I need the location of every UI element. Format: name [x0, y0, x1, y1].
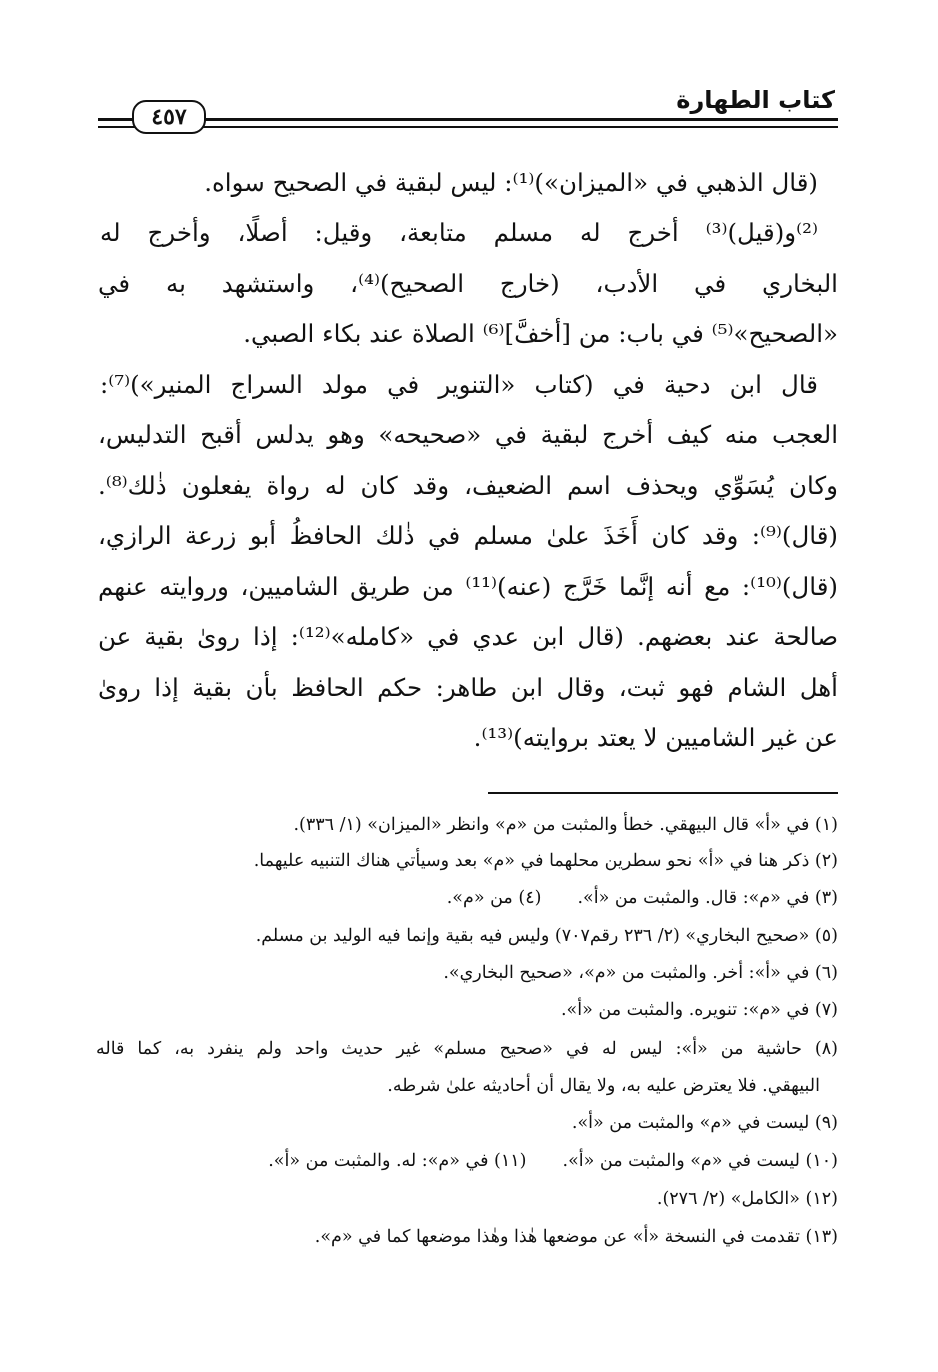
footnote-2: (٢) ذكر هنا في «أ» نحو سطرين محلهما في «م» بعد وسيأتي هناك التنبيه عليهما.	[253, 851, 838, 871]
body-line-12: عن غير الشاميين لا يعتد بروايته)⁽¹³⁾.	[473, 723, 838, 752]
footnote-12: (١٢) «الكامل» (٢/ ٢٧٦).	[656, 1189, 838, 1209]
body-line-1: (قال الذهبي في «الميزان»)⁽¹⁾: ليس لبقية في الصحيح سواه.	[204, 168, 818, 197]
footnote-8-line-2: البيهقي. فلا يعترض عليه به، ولا يقال أن أحاديثه علىٰ شرطه.	[387, 1076, 820, 1096]
running-header-title: كتاب الطهارة	[676, 86, 835, 114]
footnote-11: (١١) في «م»: له. والمثبت من «أ».	[268, 1151, 527, 1171]
body-line-8: (قال)⁽⁹⁾: وقد كان أَخَذَ علىٰ مسلم في ذٰلك الحافظُ أبو زرعة الرازي،	[98, 521, 838, 550]
footnote-13: (١٣) تقدمت في النسخة «أ» عن موضعها هٰذا وهٰذا موضعها كما في «م».	[314, 1227, 838, 1247]
footnote-separator	[488, 792, 838, 794]
footnote-6: (٦) في «أ»: أخر. والمثبت من «م»، «صحيح البخاري».	[443, 963, 838, 983]
footnote-row-10-11	[96, 1144, 838, 1178]
footnote-row-3-4	[96, 881, 838, 915]
body-line-7: وكان يُسَوِّي ويحذف اسم الضعيف، وقد كان له رواة يفعلون ذٰلك⁽⁸⁾.	[98, 471, 838, 500]
body-line-4: «الصحيح»⁽⁵⁾ في باب: من [أخفَّ]⁽⁶⁾ الصلاة عند بكاء الصبي.	[243, 319, 838, 348]
body-line-11: أهل الشام فهو ثبت، وقال ابن طاهر: حكم الحافظ بأن بقية إذا روىٰ	[98, 673, 838, 702]
footnote-3: (٣) في «م»: قال. والمثبت من «أ».	[577, 888, 838, 908]
footnote-9: (٩) ليست في «م» والمثبت من «أ».	[571, 1113, 838, 1133]
footnote-1: (١) في «أ» قال البيهقي. خطأ والمثبت من «م» وانظر «الميزان» (١/ ٣٣٦).	[293, 815, 838, 835]
footnote-8-line-1: (٨) حاشية من «أ»: ليس له في «صحيح مسلم» غير حديث واحد ولم ينفرد به، كما قاله	[96, 1039, 838, 1059]
header-rule-top	[98, 118, 838, 121]
body-line-3: البخاري في الأدب، (خارج الصحيح)⁽⁴⁾، واستشهد به في	[98, 269, 838, 298]
body-line-5: قال ابن دحية في (كتاب «التنوير في مولد السراج المنير»)⁽⁷⁾:	[100, 370, 818, 399]
body-line-10: صالحة عند بعضهم. (قال ابن عدي في «كامله»⁽¹²⁾: إذا روىٰ بقية عن	[98, 622, 839, 651]
body-line-6: العجب منه كيف أخرج لبقية في «صحيحه» وهو يدلس أقبح التدليس،	[98, 420, 838, 449]
footnote-4: (٤) من «م».	[446, 888, 542, 908]
footnote-7: (٧) في «م»: تنويره. والمثبت من «أ».	[560, 1000, 838, 1020]
footnote-5: (٥) «صحيح البخاري» (٢/ ٢٣٦ رقم٧٠٧) وليس فيه بقية وإنما فيه الوليد بن مسلم.	[255, 926, 838, 946]
body-line-9: (قال)⁽¹⁰⁾: مع أنه إنَّما خَرَّج (عنه)⁽¹¹⁾ من طريق الشاميين، وروايته عنهم	[98, 572, 838, 601]
footnote-10: (١٠) ليست في «م» والمثبت من «أ».	[562, 1151, 838, 1171]
page-number: ٤٥٧	[132, 100, 206, 134]
body-line-2: ⁽²⁾و(قيل)⁽³⁾ أخرج له مسلم متابعة، وقيل: أصلًا، وأخرج له	[100, 218, 818, 247]
header-rule-bottom	[98, 126, 838, 128]
